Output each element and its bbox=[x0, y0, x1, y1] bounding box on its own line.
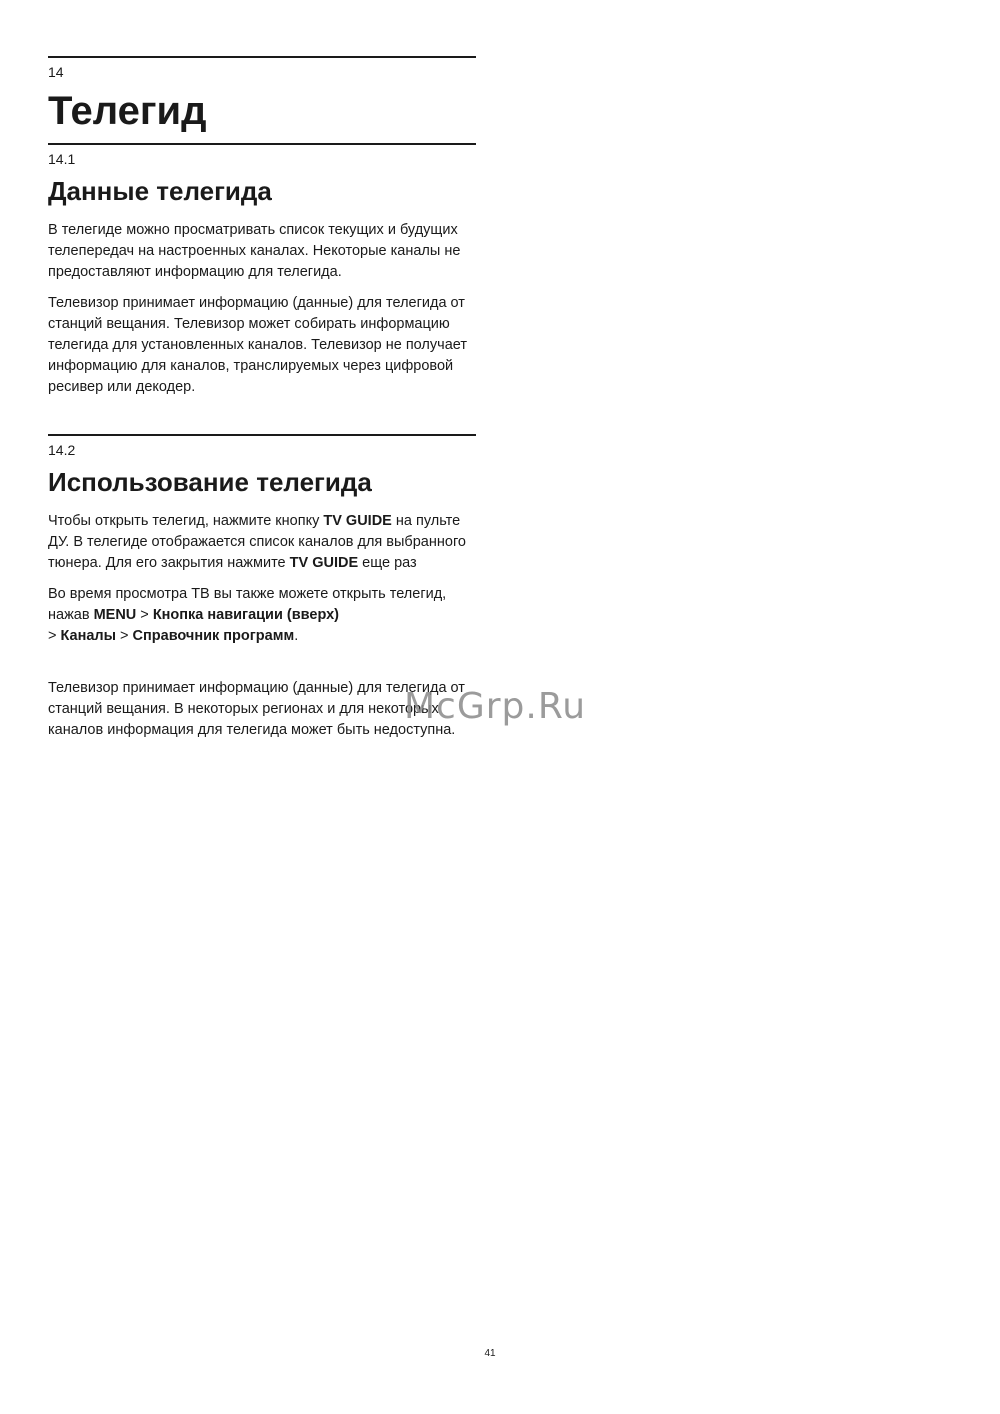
chapter-number: 14 bbox=[48, 64, 64, 80]
section-title: Данные телегида bbox=[48, 176, 272, 206]
section-number: 14.1 bbox=[48, 151, 76, 167]
paragraph: В телегиде можно просматривать список текущих и будущих телепередач на настроенных каналах. Некоторые каналы не предоставляют информацию для телегида. bbox=[48, 222, 461, 280]
text-run: Чтобы открыть телегид, нажмите кнопку bbox=[48, 513, 324, 529]
chapter-divider bbox=[48, 56, 476, 58]
text-run: еще раз bbox=[358, 555, 417, 571]
text-run: > bbox=[48, 628, 61, 644]
paragraph: Телевизор принимает информацию (данные) для телегида от станций вещания. В некоторых регионах и для некоторых каналов информация для телегида может быть недоступна. bbox=[48, 680, 465, 738]
page-number: 41 bbox=[484, 1348, 496, 1359]
paragraph bbox=[48, 584, 476, 647]
paragraph bbox=[48, 511, 476, 574]
section-divider bbox=[48, 434, 476, 436]
key-name: Кнопка навигации (вверх) bbox=[152, 607, 339, 623]
page-content bbox=[48, 0, 476, 751]
text-run: на пульте ДУ. В телегиде отображается список каналов для выбранного тюнера. Для его закрытия нажмите bbox=[48, 513, 466, 571]
section-number: 14.2 bbox=[48, 442, 76, 458]
chapter-title: Телегид bbox=[48, 89, 207, 133]
key-name: TV GUIDE bbox=[323, 513, 392, 529]
paragraph: Телевизор принимает информацию (данные) для телегида от станций вещания. Телевизор может собирать информацию телегида для установленных каналов. Телевизор не получает информацию для каналов, транслируемых через цифровой ресивер или декодер. bbox=[48, 295, 467, 395]
text-run: . bbox=[294, 628, 299, 644]
key-name: TV GUIDE bbox=[289, 555, 359, 571]
menu-item-name: Каналы bbox=[60, 628, 117, 644]
text-run: Во время просмотра ТВ вы также можете открыть телегид, нажав bbox=[48, 586, 447, 623]
menu-item-name: Справочник программ bbox=[132, 628, 295, 644]
section-title: Использование телегида bbox=[48, 467, 372, 497]
section-divider bbox=[48, 143, 476, 145]
key-name: MENU bbox=[93, 607, 137, 623]
text-run: > bbox=[136, 607, 153, 623]
text-run: > bbox=[116, 628, 133, 644]
watermark: McGrp.Ru bbox=[404, 686, 587, 727]
